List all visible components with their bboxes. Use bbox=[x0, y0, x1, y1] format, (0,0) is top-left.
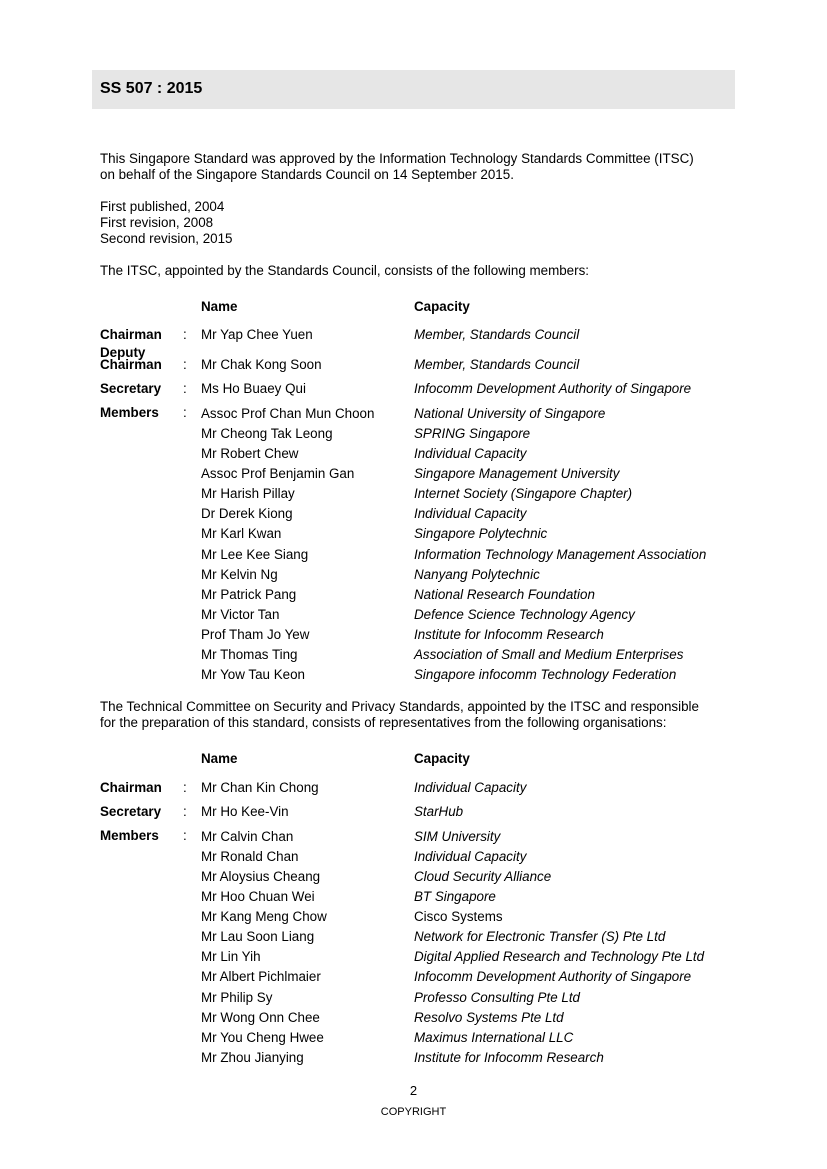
itsc-member-row bbox=[0, 607, 827, 625]
member-capacity: Singapore Polytechnic bbox=[414, 526, 548, 541]
tc-table-header bbox=[0, 751, 827, 769]
tc-member-row bbox=[0, 829, 827, 847]
member-capacity: Maximus International LLC bbox=[414, 1030, 574, 1045]
itsc-member-row bbox=[0, 406, 827, 424]
itsc-member-row bbox=[0, 627, 827, 645]
role-colon: : bbox=[183, 327, 187, 342]
tc-member-row bbox=[0, 909, 827, 927]
document-id: SS 507 : 2015 bbox=[100, 80, 203, 97]
member-name: Mr Hoo Chuan Wei bbox=[201, 889, 315, 904]
member-capacity: Digital Applied Research and Technology Pte Ltd bbox=[414, 949, 705, 964]
deputy-role-line-1: Deputy bbox=[100, 345, 146, 360]
member-capacity: Internet Society (Singapore Chapter) bbox=[414, 486, 633, 501]
role-colon: : bbox=[183, 804, 187, 819]
member-capacity: Network for Electronic Transfer (S) Pte Ltd bbox=[414, 929, 666, 944]
tc-member-row bbox=[0, 849, 827, 867]
member-name: Assoc Prof Benjamin Gan bbox=[201, 466, 355, 481]
tc-member-row bbox=[0, 990, 827, 1008]
intro-line-1: This Singapore Standard was approved by the Information Technology Standards Committee (ITSC) bbox=[100, 151, 694, 166]
member-capacity: Association of Small and Medium Enterprises bbox=[414, 647, 684, 662]
member-capacity: Professo Consulting Pte Ltd bbox=[414, 990, 580, 1005]
role-label: Chairman bbox=[100, 780, 162, 795]
tc-intro-line-2: for the preparation of this standard, consists of representatives from the following organisations: bbox=[100, 715, 667, 730]
role-label: Secretary bbox=[100, 381, 162, 396]
member-name: Mr Harish Pillay bbox=[201, 486, 295, 501]
member-capacity: Resolvo Systems Pte Ltd bbox=[414, 1010, 564, 1025]
itsc-member-row bbox=[0, 486, 827, 504]
itsc-member-row bbox=[0, 526, 827, 544]
member-name: Mr Ronald Chan bbox=[201, 849, 299, 864]
tc-member-row bbox=[0, 929, 827, 947]
page-number: 2 bbox=[409, 1083, 418, 1098]
itsc-member-row bbox=[0, 547, 827, 565]
member-capacity: Nanyang Polytechnic bbox=[414, 567, 540, 582]
role-colon: : bbox=[183, 405, 187, 420]
itsc-table-header bbox=[0, 299, 827, 317]
member-name: Mr Thomas Ting bbox=[201, 647, 298, 662]
member-capacity: SPRING Singapore bbox=[414, 426, 531, 441]
role-label: Members bbox=[100, 405, 159, 420]
member-capacity: SIM University bbox=[414, 829, 501, 844]
itsc-member-row bbox=[0, 426, 827, 444]
member-capacity: Individual Capacity bbox=[414, 780, 527, 795]
member-name: Mr Victor Tan bbox=[201, 607, 280, 622]
member-name: Mr Chan Kin Chong bbox=[201, 780, 319, 795]
member-name: Mr Lau Soon Liang bbox=[201, 929, 315, 944]
capacity-column-header: Capacity bbox=[414, 299, 470, 314]
tc-member-row bbox=[0, 1050, 827, 1068]
tc-member-row bbox=[0, 969, 827, 987]
member-capacity: BT Singapore bbox=[414, 889, 496, 904]
member-capacity: Member, Standards Council bbox=[414, 327, 580, 342]
member-name: Mr Chak Kong Soon bbox=[201, 357, 322, 372]
role-label: Secretary bbox=[100, 804, 162, 819]
member-name: Mr Albert Pichlmaier bbox=[201, 969, 321, 984]
member-name: Mr Yap Chee Yuen bbox=[201, 327, 313, 342]
member-capacity: Defence Science Technology Agency bbox=[414, 607, 635, 622]
member-name: Mr Aloysius Cheang bbox=[201, 869, 321, 884]
member-name: Mr Calvin Chan bbox=[201, 829, 294, 844]
member-name: Mr Wong Onn Chee bbox=[201, 1010, 320, 1025]
tc-chairman-row bbox=[0, 780, 827, 798]
tc-intro-line-1: The Technical Committee on Security and Privacy Standards, appointed by the ITSC and responsible bbox=[100, 699, 699, 714]
member-name: Mr Robert Chew bbox=[201, 446, 299, 461]
member-capacity: Singapore infocomm Technology Federation bbox=[414, 667, 677, 682]
member-name: Mr Lin Yih bbox=[201, 949, 261, 964]
member-capacity: Cloud Security Alliance bbox=[414, 869, 552, 884]
member-capacity: Institute for Infocomm Research bbox=[414, 627, 604, 642]
itsc-member-row bbox=[0, 506, 827, 524]
member-name: Mr Patrick Pang bbox=[201, 587, 297, 602]
member-name: Prof Tham Jo Yew bbox=[201, 627, 310, 642]
member-name: Mr Karl Kwan bbox=[201, 526, 282, 541]
itsc-member-row bbox=[0, 567, 827, 585]
itsc-secretary-row bbox=[0, 381, 827, 399]
member-name: Assoc Prof Chan Mun Choon bbox=[201, 406, 375, 421]
member-capacity: Individual Capacity bbox=[414, 446, 527, 461]
member-capacity: National University of Singapore bbox=[414, 406, 606, 421]
member-name: Mr Lee Kee Siang bbox=[201, 547, 309, 562]
history-line: First published, 2004 bbox=[100, 199, 225, 214]
role-colon: : bbox=[183, 780, 187, 795]
member-name: Mr Philip Sy bbox=[201, 990, 273, 1005]
member-capacity: National Research Foundation bbox=[414, 587, 595, 602]
member-name: Mr You Cheng Hwee bbox=[201, 1030, 324, 1045]
name-column-header: Name bbox=[201, 751, 238, 766]
tc-member-row bbox=[0, 1030, 827, 1048]
member-capacity: Individual Capacity bbox=[414, 849, 527, 864]
tc-member-row bbox=[0, 869, 827, 887]
member-name: Mr Kang Meng Chow bbox=[201, 909, 327, 924]
tc-member-row bbox=[0, 889, 827, 907]
intro-line-2: on behalf of the Singapore Standards Council on 14 September 2015. bbox=[100, 167, 514, 182]
role-colon: : bbox=[183, 381, 187, 396]
role-colon: : bbox=[183, 357, 187, 372]
member-name: Dr Derek Kiong bbox=[201, 506, 293, 521]
itsc-member-row bbox=[0, 647, 827, 665]
member-capacity: Singapore Management University bbox=[414, 466, 620, 481]
tc-member-row bbox=[0, 949, 827, 967]
deputy-role-line-2: Chairman bbox=[100, 357, 162, 372]
itsc-member-row bbox=[0, 667, 827, 685]
itsc-chairman-row bbox=[0, 327, 827, 345]
capacity-column-header: Capacity bbox=[414, 751, 470, 766]
member-capacity: Infocomm Development Authority of Singapore bbox=[414, 969, 692, 984]
member-capacity: Member, Standards Council bbox=[414, 357, 580, 372]
member-name: Mr Kelvin Ng bbox=[201, 567, 278, 582]
itsc-member-row bbox=[0, 587, 827, 605]
member-capacity: Individual Capacity bbox=[414, 506, 527, 521]
copyright-notice: COPYRIGHT bbox=[380, 1106, 447, 1118]
name-column-header: Name bbox=[201, 299, 238, 314]
member-name: Mr Zhou Jianying bbox=[201, 1050, 304, 1065]
itsc-intro: The ITSC, appointed by the Standards Council, consists of the following members: bbox=[100, 263, 590, 278]
role-label: Members bbox=[100, 828, 159, 843]
history-line: First revision, 2008 bbox=[100, 215, 214, 230]
member-capacity: StarHub bbox=[414, 804, 464, 819]
itsc-deputy-row bbox=[0, 357, 827, 375]
member-name: Ms Ho Buaey Qui bbox=[201, 381, 306, 396]
member-capacity: Institute for Infocomm Research bbox=[414, 1050, 604, 1065]
itsc-member-row bbox=[0, 446, 827, 464]
member-capacity: Infocomm Development Authority of Singapore bbox=[414, 381, 692, 396]
history-line: Second revision, 2015 bbox=[100, 231, 233, 246]
tc-member-row bbox=[0, 1010, 827, 1028]
member-capacity: Information Technology Management Association bbox=[414, 547, 707, 562]
member-name: Mr Ho Kee-Vin bbox=[201, 804, 289, 819]
member-name: Mr Yow Tau Keon bbox=[201, 667, 305, 682]
role-label: Chairman bbox=[100, 327, 162, 342]
itsc-member-row bbox=[0, 466, 827, 484]
tc-secretary-row bbox=[0, 804, 827, 822]
role-colon: : bbox=[183, 828, 187, 843]
member-capacity: Cisco Systems bbox=[414, 909, 503, 924]
member-name: Mr Cheong Tak Leong bbox=[201, 426, 333, 441]
